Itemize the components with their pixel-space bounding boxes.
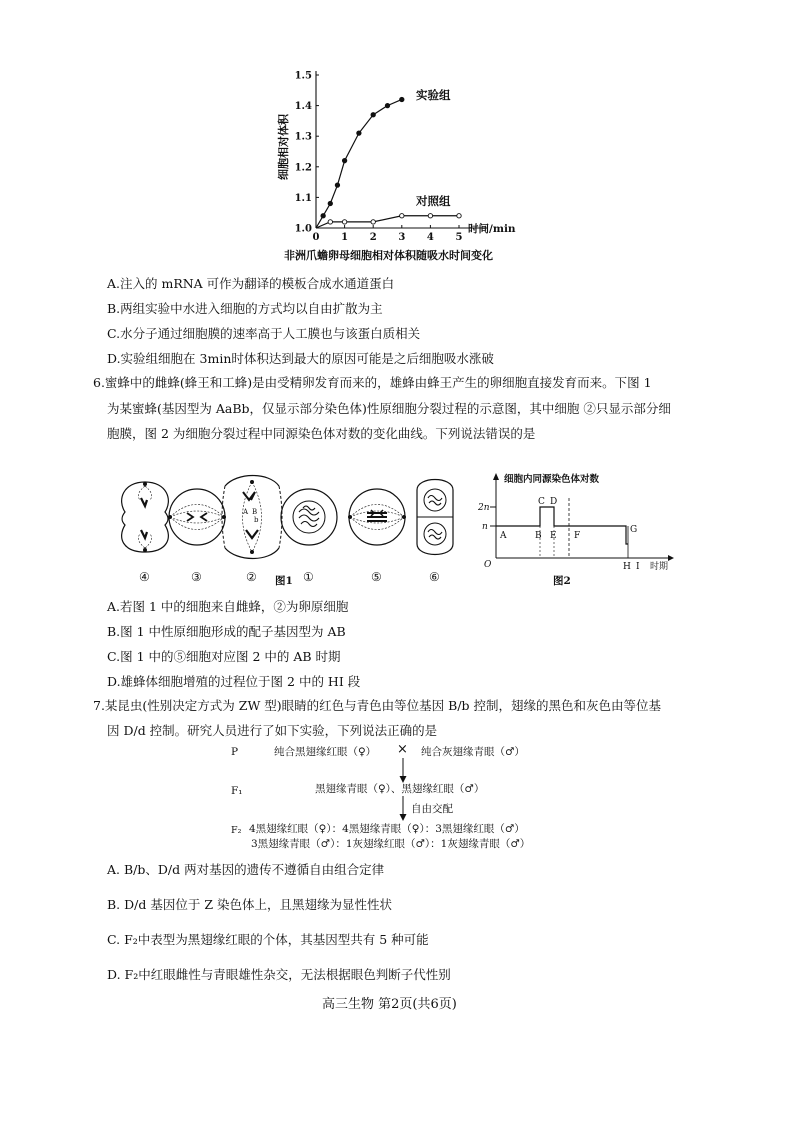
- gene-label-b-upper: B: [252, 508, 258, 516]
- cross-f2-line2: 3黑翅缘青眼（♂）：1灰翅缘红眼（♂）：1灰翅缘青眼（♂）: [251, 838, 531, 850]
- chart-y-tick-label: 1.1: [294, 192, 312, 204]
- chart-x-tick-label: 1: [341, 232, 349, 243]
- cross-f1: 黑翅缘青眼（♀）、黑翅缘红眼（♂）: [315, 783, 485, 795]
- cell-6: [417, 480, 453, 555]
- q6-stem-line3: 胞膜，图 2 为细胞分裂过程中同源染色体对数的变化曲线。下列说法错误的是: [107, 426, 536, 441]
- chart-x-tick-label: 3: [398, 232, 406, 243]
- q6-stem-line1: 6.蜜蜂中的雌蜂(蜂王和工蜂)是由受精卵发育而来的，雄蜂由蜂王产生的卵细胞直接发育而来。下图 1: [93, 375, 652, 390]
- fig2-ytick-n: n: [482, 522, 488, 532]
- fig2-point-h: H: [623, 562, 631, 570]
- chart-x-tick-label: 2: [369, 232, 377, 243]
- fig2-point-d: D: [550, 497, 558, 507]
- q7-option-c: C. F₂中表型为黑翅缘红眼的个体，其基因型共有 5 种可能: [107, 932, 429, 947]
- cross-f2-line1: 4黑翅缘红眼（♀）：4黑翅缘青眼（♀）：3黑翅缘红眼（♂）: [249, 823, 525, 835]
- cell-label-2: ②: [246, 570, 257, 584]
- cell-3: [168, 489, 226, 545]
- gene-label-b-lower: b: [254, 516, 259, 524]
- page-footer: 高三生物 第2页(共6页): [322, 997, 457, 1012]
- q5-option-b: B.两组实验中水进入细胞的方式均以自由扩散为主: [107, 301, 383, 316]
- cross-arrow-2: [398, 796, 408, 822]
- control-data-point: [328, 220, 332, 224]
- cell-label-5: ⑤: [371, 570, 382, 584]
- cell-label-6: ⑥: [429, 570, 440, 584]
- fig2-point-a: A: [500, 531, 507, 541]
- cell-label-4: ④: [139, 570, 150, 584]
- chart-xlabel: 时间/min: [468, 223, 516, 235]
- fig2-point-g: G: [630, 525, 638, 535]
- q7-option-d: D. F₂中红眼雌性与青眼雄性杂交，无法根据眼色判断子代性别: [107, 967, 451, 982]
- q7-stem-line1: 7.某昆虫(性别决定方式为 ZW 型)眼睛的红色与青色由等位基因 B/b 控制，翅缘的黑色和灰色由等位基: [93, 698, 662, 713]
- q7-option-a: A. B/b、D/d 两对基因的遗传不遵循自由组合定律: [107, 862, 385, 877]
- experiment-data-point: [371, 113, 375, 117]
- cross-p-male: 纯合灰翅缘青眼（♂）: [421, 746, 525, 758]
- cross-f1-label: F₁: [231, 785, 243, 797]
- experiment-data-point: [400, 97, 404, 101]
- q5-option-d: D.实验组细胞在 3min时体积达到最大的原因可能是之后细胞吸水涨破: [107, 351, 494, 366]
- q6-option-d: D.雄蜂体细胞增殖的过程位于图 2 中的 HI 段: [107, 674, 361, 689]
- experiment-data-point: [342, 158, 346, 162]
- experiment-data-point: [357, 131, 361, 135]
- q7-stem-line2: 因 D/d 控制。研究人员进行了如下实验，下列说法正确的是: [107, 723, 438, 738]
- q7-option-b: B. D/d 基因位于 Z 染色体上，且黑翅缘为显性性状: [107, 897, 392, 912]
- chart-ylabel: 细胞相对体积: [277, 114, 290, 180]
- cross-f2-label: F₂: [231, 825, 242, 836]
- control-data-point: [457, 214, 461, 218]
- chart-y-tick-label: 1.4: [294, 101, 312, 113]
- cross-p-label: P: [231, 746, 239, 758]
- fig2-point-i: I: [636, 562, 640, 570]
- q5-option-c: C.水分子通过细胞膜的速率高于人工膜也与该蛋白质相关: [107, 326, 421, 341]
- fig2-origin: O: [484, 560, 492, 570]
- cell-volume-chart: [270, 62, 530, 268]
- cross-p-female: 纯合黑翅缘红眼（♀）: [274, 746, 377, 758]
- control-data-point: [342, 220, 346, 224]
- chart-x-tick-label: 0: [312, 232, 320, 243]
- control-series-line: [316, 216, 459, 228]
- cell-1: [281, 489, 337, 545]
- series-label-experiment: 实验组: [416, 88, 451, 102]
- fig2-point-c: C: [538, 497, 545, 507]
- cell-2: [222, 476, 282, 559]
- q6-option-a: A.若图 1 中的细胞来自雌蜂，②为卵原细胞: [107, 599, 349, 614]
- chart-y-tick-label: 1.2: [294, 162, 312, 174]
- experiment-data-point: [335, 183, 339, 187]
- q6-stem-line2: 为某蜜蜂(基因型为 AaBb，仅显示部分染色体)性原细胞分裂过程的示意图，其中细胞 ②只显示部分细: [107, 401, 671, 416]
- fig2-xlabel: 时期: [650, 562, 669, 570]
- cell-label-3: ③: [191, 570, 202, 584]
- cell-4: [122, 482, 169, 552]
- control-data-point: [400, 214, 404, 218]
- control-data-point: [371, 220, 375, 224]
- cell-label-1: ①: [303, 570, 314, 584]
- q6-option-b: B.图 1 中性原细胞形成的配子基因型为 AB: [107, 624, 346, 639]
- fig2-point-e: E: [550, 531, 557, 541]
- chart-marks: [316, 97, 461, 228]
- experiment-data-point: [328, 201, 332, 205]
- cell-5: [348, 489, 406, 545]
- figure2-caption: 图2: [553, 575, 571, 587]
- chart-x-tick-label: 5: [455, 232, 463, 243]
- figure2-homolog-curve: [476, 470, 686, 570]
- q6-option-c: C.图 1 中的⑤细胞对应图 2 中的 AB 时期: [107, 649, 341, 664]
- cross-times: ×: [397, 742, 408, 757]
- experiment-series-line: [316, 99, 402, 228]
- chart-title: 非洲爪蟾卵母细胞相对体积随吸水时间变化: [284, 249, 493, 262]
- control-data-point: [428, 214, 432, 218]
- chart-y-tick-label: 1.3: [294, 131, 312, 143]
- chart-x-tick-label: 4: [426, 232, 434, 243]
- experiment-data-point: [385, 103, 389, 107]
- series-label-control: 对照组: [416, 194, 451, 208]
- fig2-title: 细胞内同源染色体对数: [504, 474, 600, 485]
- chart-y-tick-label: 1.0: [294, 223, 312, 235]
- chart-y-tick-label: 1.5: [294, 70, 312, 82]
- figure1-cell-division: [105, 470, 465, 590]
- fig2-point-f: F: [574, 531, 581, 541]
- fig2-ytick-2n: 2n: [478, 503, 490, 513]
- q5-option-a: A.注入的 mRNA 可作为翻译的模板合成水通道蛋白: [107, 276, 395, 291]
- gene-label-a: A: [243, 508, 249, 516]
- cross-free-mating: 自由交配: [411, 803, 453, 815]
- experiment-data-point: [321, 214, 325, 218]
- fig2-point-b: B: [535, 531, 542, 541]
- figure1-caption: 图1: [275, 575, 293, 587]
